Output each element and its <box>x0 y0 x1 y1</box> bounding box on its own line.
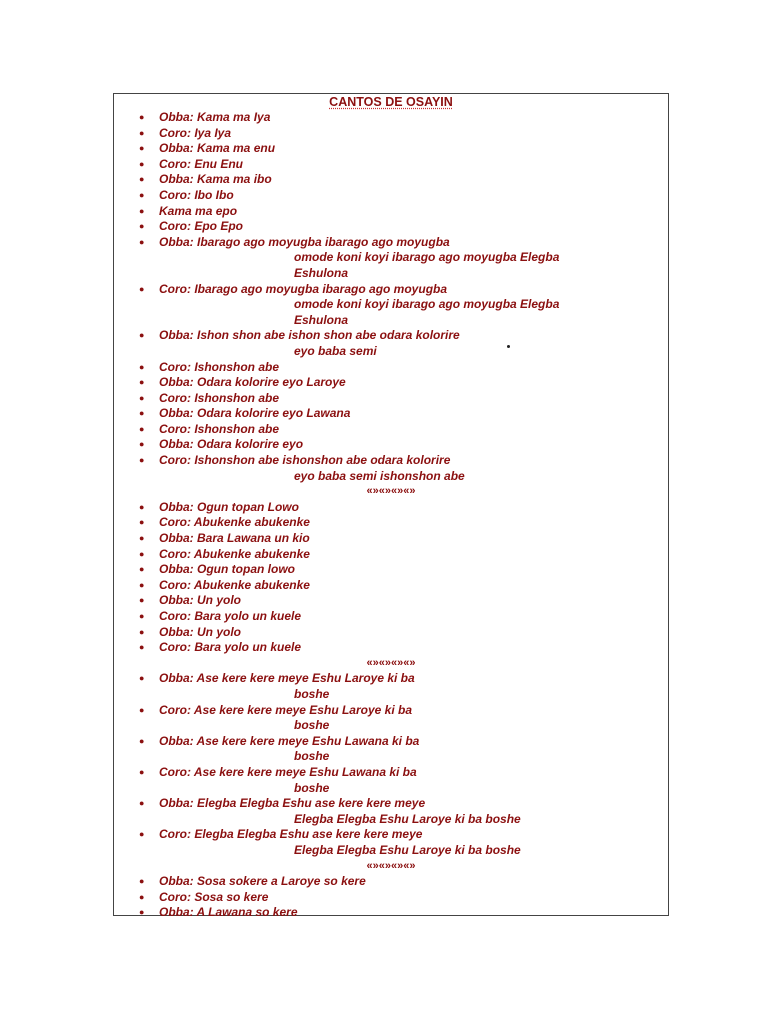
list-item <box>114 141 668 157</box>
bullet-icon: ● <box>139 626 145 637</box>
list-item <box>114 905 668 921</box>
line-text: Coro: Ishonshon abe ishonshon abe odara kolorire <box>159 453 451 468</box>
continuation-line <box>114 843 668 859</box>
list-item <box>114 500 668 516</box>
continuation-line <box>114 749 668 765</box>
bullet-icon: ● <box>139 423 145 434</box>
list-item <box>114 796 668 812</box>
line-text: boshe <box>294 718 330 733</box>
list-item <box>114 625 668 641</box>
line-text: Coro: Iya Iya <box>159 125 232 140</box>
bullet-icon: ● <box>139 595 145 606</box>
line-text: Coro: Epo Epo <box>159 219 243 234</box>
list-item <box>114 126 668 142</box>
bullet-icon: ● <box>139 704 145 715</box>
continuation-line <box>114 344 668 360</box>
line-text: Obba: Odara kolorire eyo Laroye <box>159 375 346 390</box>
bullet-icon: ● <box>139 392 145 403</box>
line-text: Coro: Ibo Ibo <box>159 187 234 202</box>
line-text: Coro: Ase kere kere meye Eshu Lawana ki ba <box>159 764 417 779</box>
list-item <box>114 391 668 407</box>
line-text: Obba: Un yolo <box>159 593 241 608</box>
line-text: Obba: Kama ma ibo <box>159 172 272 187</box>
bullet-icon: ● <box>139 501 145 512</box>
line-text: Obba: Kama ma Iya <box>159 110 271 124</box>
bullet-icon: ● <box>139 891 145 902</box>
line-text: Coro: Enu Enu <box>159 156 243 171</box>
separator-line <box>114 484 668 500</box>
list-item <box>114 562 668 578</box>
line-text: eyo baba semi ishonshon abe <box>294 468 465 483</box>
list-item <box>114 172 668 188</box>
list-item <box>114 328 668 344</box>
continuation-line <box>114 266 668 282</box>
list-item <box>114 827 668 843</box>
list-item <box>114 375 668 391</box>
bullet-icon: ● <box>139 829 145 840</box>
continuation-line <box>114 469 668 485</box>
line-text: Obba: Ase kere kere meye Eshu Lawana ki ba <box>159 733 420 748</box>
line-text: Obba: Odara kolorire eyo <box>159 437 304 452</box>
line-text: Eshulona <box>294 265 349 280</box>
bullet-icon: ● <box>139 127 145 138</box>
continuation-line <box>114 250 668 266</box>
line-text: Elegba Elegba Eshu Laroye ki ba boshe <box>294 842 521 857</box>
list-item <box>114 874 668 890</box>
list-item <box>114 406 668 422</box>
bullet-icon: ● <box>139 533 145 544</box>
line-text: Eshulona <box>294 312 349 327</box>
list-item <box>114 360 668 376</box>
list-item <box>114 110 668 126</box>
bullet-icon: ● <box>139 143 145 154</box>
bullet-icon: ● <box>139 361 145 372</box>
continuation-line <box>114 781 668 797</box>
line-text: boshe <box>294 686 330 701</box>
line-text: Coro: Ishonshon abe <box>159 421 279 436</box>
bullet-icon: ● <box>139 189 145 200</box>
line-text: Coro: Bara yolo un kuele <box>159 640 302 655</box>
bullet-icon: ● <box>139 408 145 419</box>
bullet-icon: ● <box>139 579 145 590</box>
line-text: Coro: Abukenke abukenke <box>159 577 310 592</box>
list-item <box>114 890 668 906</box>
list-item <box>114 547 668 563</box>
song-lines <box>114 110 668 921</box>
bullet-icon: ● <box>139 548 145 559</box>
bullet-icon: ● <box>139 221 145 232</box>
bullet-icon: ● <box>139 517 145 528</box>
continuation-line <box>114 297 668 313</box>
line-text: eyo baba semi <box>294 343 377 358</box>
bullet-icon: ● <box>139 439 145 450</box>
line-text: boshe <box>294 780 330 795</box>
continuation-line <box>114 313 668 329</box>
continuation-line <box>114 812 668 828</box>
line-text: Coro: Abukenke abukenke <box>159 515 310 530</box>
list-item <box>114 437 668 453</box>
bullet-icon: ● <box>139 876 145 887</box>
line-text: «»«»«»«» <box>366 485 416 498</box>
bullet-icon: ● <box>139 330 145 341</box>
line-text: Coro: Abukenke abukenke <box>159 546 310 561</box>
bullet-icon: ● <box>139 735 145 746</box>
list-item <box>114 453 668 469</box>
list-item <box>114 578 668 594</box>
bullet-icon: ● <box>139 766 145 777</box>
line-text: Coro: Ibarago ago moyugba ibarago ago moyugba <box>159 281 448 296</box>
document-page <box>113 93 669 920</box>
line-text: «»«»«»«» <box>366 656 416 669</box>
list-item <box>114 515 668 531</box>
list-item <box>114 765 668 781</box>
line-text: Coro: Sosa so kere <box>159 889 269 904</box>
list-item <box>114 593 668 609</box>
line-text: Coro: Ishonshon abe <box>159 359 279 374</box>
separator-line <box>114 656 668 672</box>
bullet-icon: ● <box>139 205 145 216</box>
list-item <box>114 235 668 251</box>
bullet-icon: ● <box>139 112 145 122</box>
list-item <box>114 734 668 750</box>
list-item <box>114 422 668 438</box>
line-text: Coro: Ishonshon abe <box>159 390 279 405</box>
bullet-icon: ● <box>139 158 145 169</box>
line-text: Obba: Bara Lawana un kio <box>159 531 310 546</box>
bullet-icon: ● <box>139 174 145 185</box>
separator-line <box>114 859 668 875</box>
list-item <box>114 609 668 625</box>
list-item <box>114 640 668 656</box>
list-item <box>114 204 668 220</box>
bullet-icon: ● <box>139 236 145 247</box>
list-item <box>114 531 668 547</box>
bullet-icon: ● <box>139 673 145 684</box>
line-text: Obba: Elegba Elegba Eshu ase kere kere meye <box>159 796 426 811</box>
list-item <box>114 219 668 235</box>
stray-dot-mark <box>507 345 510 348</box>
line-text: Obba: Sosa sokere a Laroye so kere <box>159 874 366 889</box>
list-item <box>114 703 668 719</box>
bullet-icon: ● <box>139 611 145 621</box>
line-text: Coro: Bara yolo un kuele <box>159 609 302 623</box>
line-text: Elegba Elegba Eshu Laroye ki ba boshe <box>294 811 521 826</box>
bullet-icon: ● <box>139 798 145 809</box>
line-text: Obba: Ogun topan lowo <box>159 562 295 577</box>
line-text: boshe <box>294 749 330 764</box>
line-text: Obba: Ibarago ago moyugba ibarago ago moyugba <box>159 234 450 249</box>
bullet-icon: ● <box>139 642 145 653</box>
bullet-icon: ● <box>139 907 145 918</box>
line-text: Obba: Odara kolorire eyo Lawana <box>159 406 351 421</box>
line-text: omode koni koyi ibarago ago moyugba Elegba <box>294 250 560 265</box>
line-text: Obba: Ase kere kere meye Eshu Laroye ki ba <box>159 671 415 686</box>
bullet-icon: ● <box>139 564 145 575</box>
line-text: Obba: Kama ma enu <box>159 141 276 156</box>
bullet-icon: ● <box>139 455 145 466</box>
line-text: Obba: Un yolo <box>159 624 241 639</box>
list-item <box>114 157 668 173</box>
list-item <box>114 671 668 687</box>
continuation-line <box>114 687 668 703</box>
line-text: Coro: Elegba Elegba Eshu ase kere kere meye <box>159 827 423 842</box>
page-title: CANTOS DE OSAYIN <box>329 95 453 109</box>
line-text: Obba: Ishon shon abe ishon shon abe odara kolorire <box>159 328 460 343</box>
list-item <box>114 282 668 298</box>
line-text: Coro: Ase kere kere meye Eshu Laroye ki ba <box>159 702 413 717</box>
continuation-line <box>114 718 668 734</box>
line-text: Obba: Ogun topan Lowo <box>159 499 299 514</box>
bullet-icon: ● <box>139 377 145 388</box>
line-text: omode koni koyi ibarago ago moyugba Elegba <box>294 297 560 312</box>
line-text: Obba: A Lawana so kere <box>159 905 298 920</box>
line-text: Kama ma epo <box>159 203 238 218</box>
bullet-icon: ● <box>139 283 145 294</box>
list-item <box>114 188 668 204</box>
line-text: «»«»«»«» <box>366 859 416 872</box>
